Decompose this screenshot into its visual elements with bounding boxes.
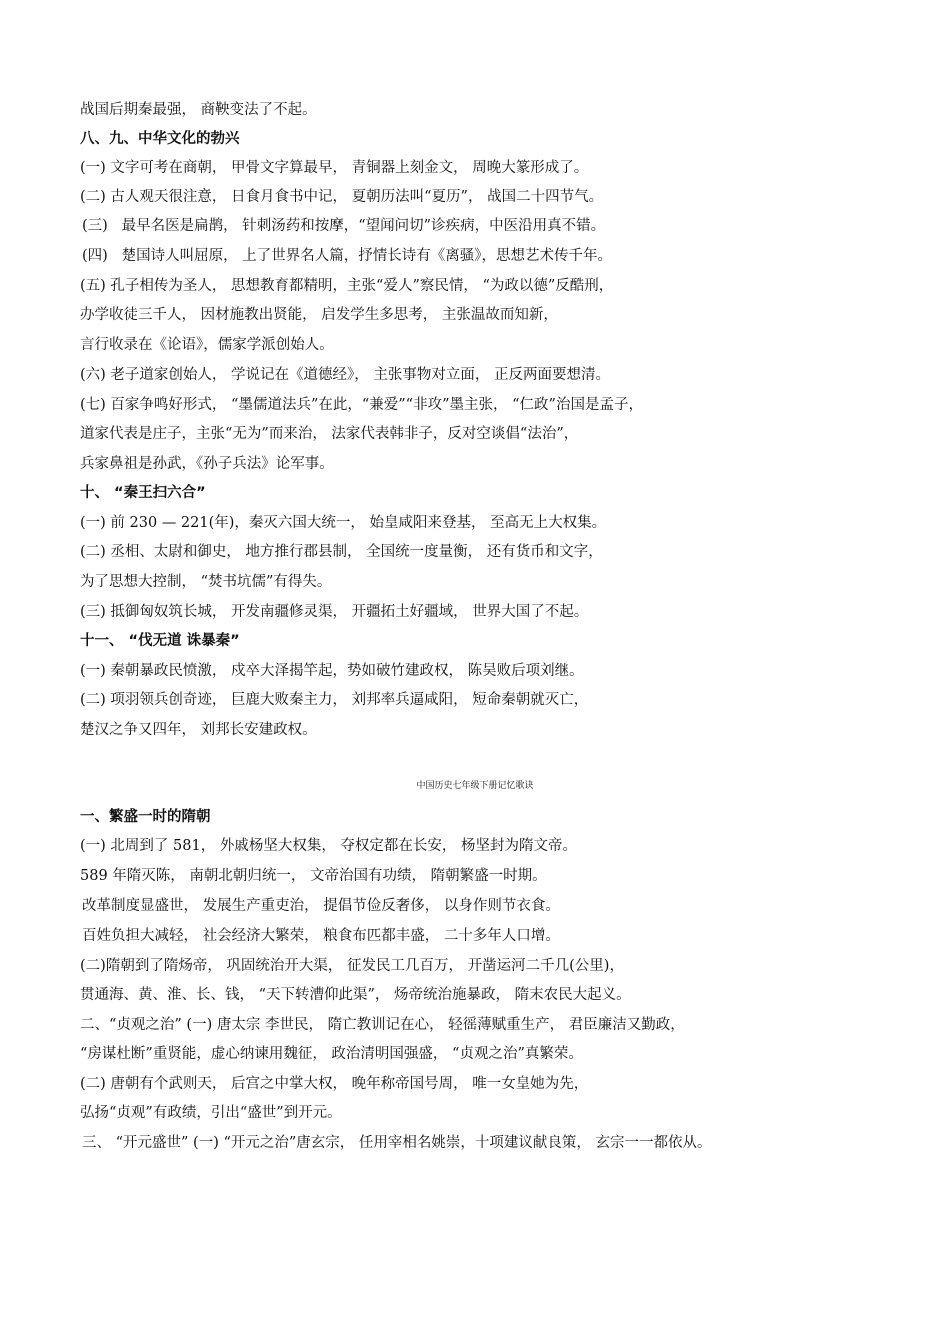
text-line: (五) 孔子相传为圣人， 思想教育都精明，主张“爱人”察民情， “为政以德”反酷刑， xyxy=(80,278,614,294)
text-line: 兵家鼻祖是孙武，《孙子兵法》论军事。 xyxy=(80,456,334,472)
section-heading: 十、 “秦王扫六合” xyxy=(80,485,206,501)
text-line: (二)隋朝到了隋炀帝， 巩固统治开大渠， 征发民工几百万， 开凿运河二千几(公里)， xyxy=(80,958,624,974)
text-line: 战国后期秦最强， 商鞅变法了不起。 xyxy=(80,102,317,118)
text-line: 三、 “开元盛世” (一) “开元之治”唐玄宗， 任用宰相名姚崇，十项建议献良策， 玄宗一一都依从。 xyxy=(82,1135,712,1151)
text-line: (二) 丞相、太尉和御史， 地方推行郡县制， 全国统一度量衡， 还有货币和文字， xyxy=(80,544,603,560)
text-line: 为了思想大控制， “焚书坑儒”有得失。 xyxy=(80,574,332,590)
text-line: (二) 古人观天很注意， 日食月食书中记， 夏朝历法叫“夏历”， 战国二十四节气。 xyxy=(80,189,604,205)
text-line: 楚汉之争又四年， 刘邦长安建政权。 xyxy=(80,722,317,738)
page-title: 中国历史七年级下册记忆歌诀 xyxy=(416,781,534,791)
text-line: (三) 最早名医是扁鹊， 针刺汤药和按摩，“望闻问切”诊疾病，中医沿用真不错。 xyxy=(82,218,606,234)
text-line: 办学收徒三千人， 因材施教出贤能， 启发学生多思考， 主张温故而知新， xyxy=(80,307,558,323)
section-heading: 十一、 “伐无道 诛暴秦” xyxy=(80,633,240,649)
section-heading: 一、繁盛一时的隋朝 xyxy=(80,809,211,825)
text-line: 弘扬“贞观”有政绩，引出“盛世”到开元。 xyxy=(80,1105,342,1121)
text-line: (一) 前 230 — 221(年)，秦灭六国大统一， 始皇咸阳来登基， 至高无上大权集。 xyxy=(80,515,607,531)
text-line: (一) 北周到了 581， 外戚杨坚大权集， 夺权定都在长安， 杨坚封为隋文帝。 xyxy=(80,838,578,854)
text-line: (四) 楚国诗人叫屈原， 上了世界名人篇，抒情长诗有《离骚》，思想艺术传千年。 xyxy=(82,248,612,264)
text-line: (六) 老子道家创始人， 学说记在《道德经》， 主张事物对立面， 正反两面要想清。 xyxy=(80,367,610,383)
text-line: 改革制度显盛世， 发展生产重吏治， 提倡节俭反奢侈， 以身作则节衣食。 xyxy=(82,898,560,914)
text-line: (三) 抵御匈奴筑长城， 开发南疆修灵渠， 开疆拓土好疆域， 世界大国了不起。 xyxy=(80,604,589,620)
text-line: 道家代表是庄子，主张“无为”而来治， 法家代表韩非子，反对空谈倡“法治”， xyxy=(80,426,579,442)
text-line: “房谋杜断”重贤能，虚心纳谏用魏征， 政治清明国强盛， “贞观之治”真繁荣。 xyxy=(80,1046,583,1062)
section-heading: 八、九、中华文化的勃兴 xyxy=(80,131,240,147)
text-line: 贯通海、黄、淮、长、钱， “天下转漕仰此渠”， 炀帝统治施暴政， 隋末农民大起义。 xyxy=(80,987,631,1003)
text-line: (二) 项羽领兵创奇迹， 巨鹿大败秦主力， 刘邦率兵逼咸阳， 短命秦朝就灭亡， xyxy=(80,692,589,708)
text-line: 百姓负担大减轻， 社会经济大繁荣， 粮食布匹都丰盛， 二十多年人口增。 xyxy=(82,928,560,944)
text-line: (一) 文字可考在商朝， 甲骨文字算最早， 青铜器上刻金文， 周晚大篆形成了。 xyxy=(80,160,589,176)
text-line: 言行收录在《论语》，儒家学派创始人。 xyxy=(80,337,334,353)
text-line: (二) 唐朝有个武则天， 后宫之中掌大权， 晚年称帝国号周， 唯一女皇她为先， xyxy=(80,1076,589,1092)
text-line: 589 年隋灭陈， 南朝北朝归统一， 文帝治国有功绩， 隋朝繁盛一时期。 xyxy=(80,868,547,884)
text-line: (七) 百家争鸣好形式， “墨儒道法兵”在此，“兼爱”“非攻”墨主张， “仁政”治国是孟子， xyxy=(80,397,643,413)
text-line: (一) 秦朝暴政民愤激， 戍卒大泽揭竿起，势如破竹建政权， 陈吴败后项刘继。 xyxy=(80,663,584,679)
text-line: 二、“贞观之治” (一) 唐太宗 李世民， 隋亡教训记在心， 轻徭薄赋重生产， 君臣廉洁又勤政， xyxy=(80,1017,685,1033)
